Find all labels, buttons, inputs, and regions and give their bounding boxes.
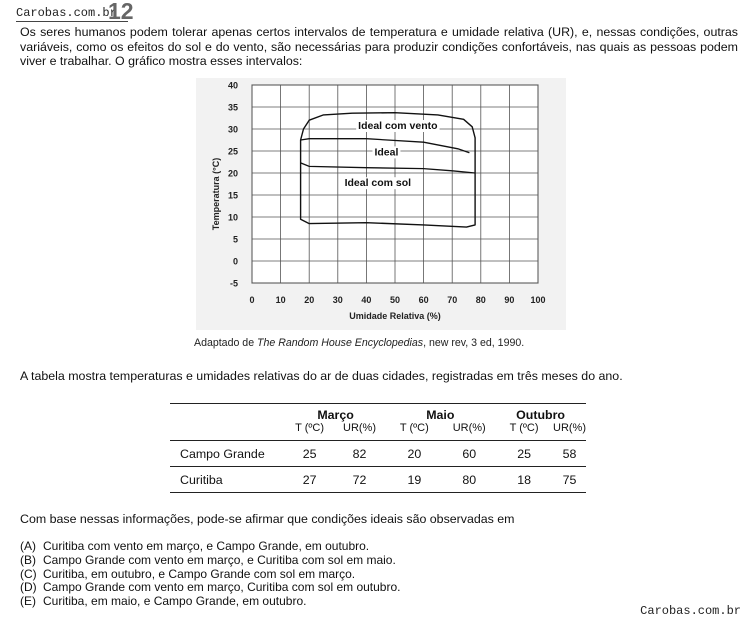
table-intro: A tabela mostra temperaturas e umidades relativas do ar de duas cidades, registradas em três meses do ano.: [20, 369, 623, 383]
city-name: Curitiba: [180, 472, 223, 487]
table-row: [170, 467, 586, 493]
table-cell: 19: [407, 472, 422, 487]
table-cell: 27: [302, 472, 317, 487]
table-cell: 20: [407, 446, 422, 461]
question-number: 12: [108, 0, 134, 24]
x-tick-label: 50: [389, 295, 401, 305]
option-text: Curitiba, em maio, e Campo Grande, em outubro.: [43, 594, 307, 609]
option-letter: (A): [20, 539, 36, 553]
table-cell: 80: [462, 472, 477, 487]
source-suffix: , new rev, 3 ed, 1990.: [423, 337, 525, 349]
x-tick-label: 10: [275, 295, 286, 305]
table-row: [170, 441, 586, 467]
option-letter: (B): [20, 552, 36, 567]
y-tick-label: 15: [227, 190, 238, 201]
comfort-chart: [196, 78, 566, 330]
y-tick-label: 25: [227, 146, 238, 157]
x-tick-label: 90: [504, 295, 515, 305]
x-tick-label: 60: [418, 295, 429, 305]
subheader-temp: T (ºC): [509, 422, 539, 434]
option-text: Curitiba, em outubro, e Campo Grande com sol em março.: [43, 566, 356, 581]
option-c[interactable]: [20, 568, 400, 582]
intro-paragraph: Os seres humanos podem tolerar apenas certos intervalos de temperatura e umidade relativa (UR), e, nessas condições, outras variáveis, como os efeitos do sol e do vento, são necessárias para produzir condições confortáveis, nas quais as pessoas podem viver e trabalhar. O gráfico mostra esses intervalos:: [20, 25, 738, 69]
comfort-chart-svg: [196, 78, 566, 330]
table-cell: 18: [517, 472, 531, 487]
answer-options: [20, 540, 400, 609]
table-cell: 25: [517, 446, 531, 461]
source-prefix: Adaptado de: [194, 337, 258, 349]
x-tick-label: 20: [304, 295, 315, 305]
table-cell: 82: [352, 446, 367, 461]
region-label: Ideal: [374, 146, 399, 159]
y-tick-label: 30: [227, 124, 238, 135]
y-tick-label: -5: [229, 278, 238, 289]
chart-source: [194, 337, 524, 349]
subheader-ur: UR(%): [343, 422, 376, 434]
option-letter: (C): [20, 566, 37, 581]
y-tick-label: 20: [227, 168, 238, 179]
footer-site-name: Carobas.com.br: [640, 604, 741, 618]
y-tick-label: 40: [227, 80, 238, 91]
y-tick-label: 35: [227, 102, 238, 113]
subheader-temp: T (ºC): [295, 422, 325, 434]
y-tick-label: 10: [227, 212, 238, 223]
table-cell: 58: [562, 446, 577, 461]
y-tick-label: 0: [232, 256, 238, 267]
option-text: Campo Grande com vento em março, Curitiba com sol em outubro.: [43, 580, 401, 595]
x-axis-label: Umidade Relativa (%): [349, 311, 441, 321]
region-label: Ideal com sol: [344, 177, 412, 190]
option-e[interactable]: [20, 595, 400, 609]
x-tick-label: 70: [447, 295, 458, 305]
option-letter: (E): [20, 594, 36, 609]
month-header-maio: Maio: [426, 408, 455, 422]
option-letter: (D): [20, 580, 37, 595]
table-cell: 72: [352, 472, 367, 487]
city-name: Campo Grande: [180, 446, 265, 461]
month-header-marco: Março: [317, 408, 354, 422]
x-tick-label: 0: [249, 295, 255, 305]
x-tick-label: 30: [332, 295, 343, 305]
x-tick-label: 80: [475, 295, 486, 305]
site-name: Carobas.com.br: [16, 6, 117, 20]
option-text: Campo Grande com vento em março, e Curitiba com sol em maio.: [43, 552, 396, 567]
month-header-outubro: Outubro: [516, 408, 566, 422]
option-d[interactable]: [20, 581, 400, 595]
subheader-temp: T (ºC): [399, 422, 429, 434]
subheader-ur: UR(%): [553, 422, 586, 434]
table-cell: 25: [302, 446, 317, 461]
question-text: Com base nessas informações, pode-se afirmar que condições ideais são observadas em: [20, 512, 515, 526]
subheader-ur: UR(%): [452, 422, 486, 434]
table-cell: 75: [562, 472, 577, 487]
region-label: Ideal com vento: [358, 120, 438, 132]
x-tick-label: 100: [530, 295, 546, 305]
table-cell: 60: [462, 446, 477, 461]
data-table: [170, 403, 586, 493]
option-a[interactable]: [20, 540, 400, 554]
y-axis-label: Temperatura (°C): [211, 157, 221, 231]
source-title: The Random House Encyclopedias: [257, 337, 424, 349]
option-text: Curitiba com vento em março, e Campo Grande, em outubro.: [43, 539, 370, 553]
option-b[interactable]: [20, 554, 400, 568]
x-tick-label: 40: [361, 295, 372, 305]
y-tick-label: 5: [232, 234, 238, 245]
